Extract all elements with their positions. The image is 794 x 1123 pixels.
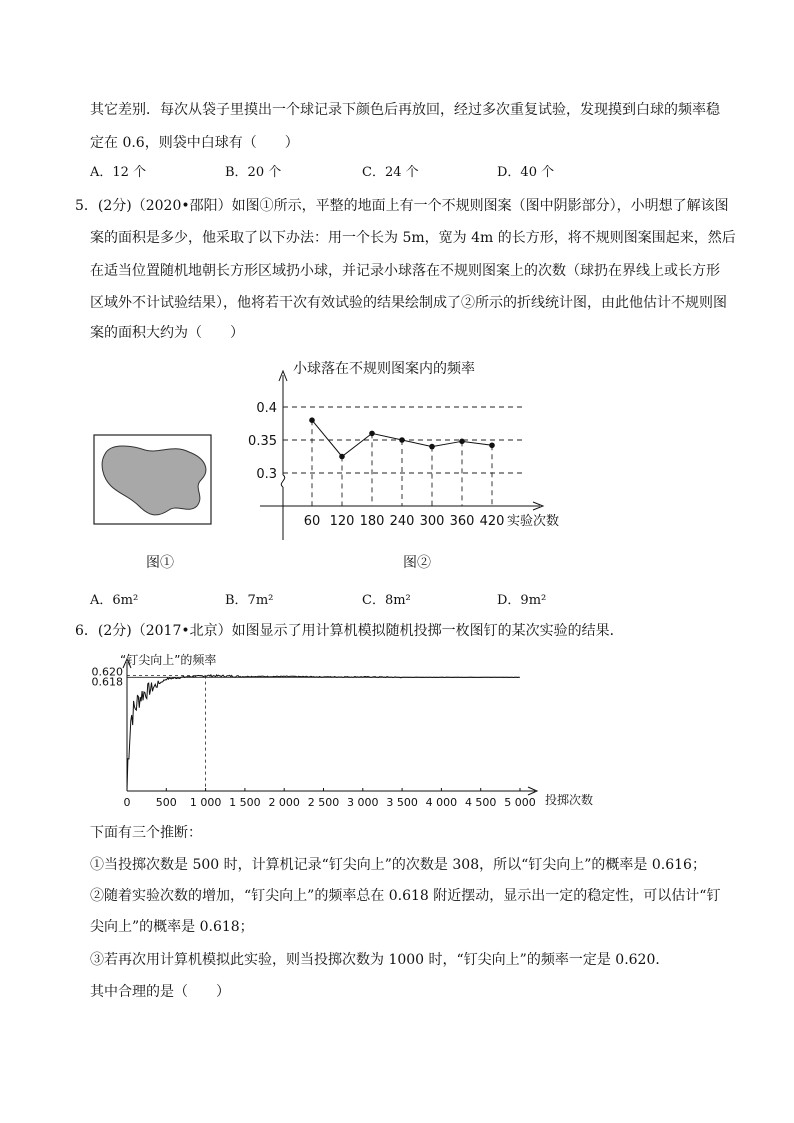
- chart2-x-tick-label: 1 500: [229, 796, 261, 809]
- chart1-data-point: [339, 454, 345, 460]
- q5-line-3: 在适当位置随机地朝长方形区域扔小球，并记录小球落在不规则图案上的次数（球扔在界线上或长方形: [90, 263, 720, 279]
- chart1-y-tick-label: 0.35: [248, 434, 277, 449]
- q5-option-b: B．7m²: [225, 593, 274, 608]
- chart1-data-point: [459, 439, 465, 445]
- chart2-title: “钉尖向上”的频率: [120, 653, 217, 667]
- chart1-data-point: [369, 431, 375, 437]
- figure-1-caption: 图①: [146, 555, 174, 571]
- chart1-y-tick-label: 0.4: [256, 401, 277, 416]
- chart1-data-point: [399, 437, 405, 443]
- chart2-x-tick-label: 2 500: [307, 796, 340, 809]
- chart2-x-tick-label: 5 000: [504, 796, 536, 809]
- chart2-x-tick-label: 1 000: [189, 796, 222, 809]
- chart1-x-label: 实验次数: [507, 514, 560, 529]
- chart2-x-tick-label: 4 500: [464, 796, 497, 809]
- chart1-x-tick-label: 60: [303, 514, 321, 529]
- q5-line-4: 区域外不计试验结果），他将若干次有效试验的结果绘制成了②所示的折线统计图，由此他估计不规则图: [90, 295, 727, 311]
- figure-2-caption: 图②: [403, 555, 431, 571]
- chart2-x-tick-label: 500: [155, 796, 177, 809]
- q5-option-a: A．6m²: [90, 593, 139, 608]
- q6-intro: 下面有三个推断：: [90, 825, 202, 841]
- q6-question: 其中合理的是（ ）: [90, 984, 230, 1000]
- chart1-axis-break: [281, 475, 284, 487]
- chart2-x-label: 投掷次数: [545, 793, 594, 807]
- chart1-x-tick-label: 300: [419, 514, 445, 529]
- q6-statement-1: ①当投掷次数是 500 时，计算机记录“钉尖向上”的次数是 308，所以“钉尖向上”的概率是 0.616；: [90, 857, 706, 873]
- chart1-data-point: [489, 442, 495, 448]
- chart1-x-tick-label: 180: [359, 514, 385, 529]
- figure-2-line-chart: [248, 355, 585, 545]
- chart2-x-tick-label: 3 000: [347, 796, 379, 809]
- q5-line-1: 5．(2分)（2020•邵阳）如图①所示，平整的地面上有一个不规则图案（图中阴影部分），小明想了解该图: [75, 198, 729, 214]
- q4-line-2: 定在 0.6，则袋中白球有（ ）: [90, 135, 299, 151]
- q6-statement-2b: 尖向上”的概率是 0.618；: [90, 919, 254, 935]
- chart1-data-point: [429, 444, 435, 450]
- q4-option-c: C．24 个: [362, 165, 419, 180]
- chart2-x-tick-label: 2 000: [268, 796, 300, 809]
- chart1-y-tick-label: 0.3: [256, 467, 277, 482]
- figure-1-irregular-shape: [93, 434, 213, 526]
- q6-statement-2a: ②随着实验次数的增加，“钉尖向上”的频率总在 0.618 附近摆动，显示出一定的稳定性，可以估计“钉: [90, 888, 721, 904]
- chart2-y-tick-label: 0.620: [91, 665, 123, 679]
- chart1-title: 小球落在不规则图案内的频率: [293, 361, 475, 377]
- chart2-y-tick-label: 0.618: [91, 675, 123, 689]
- q4-option-a: A．12 个: [90, 165, 147, 180]
- q5-option-d: D．9m²: [497, 593, 547, 608]
- q6-statement-3: ③若再次用计算机模拟此实验，则当投掷次数为 1000 时，“钉尖向上”的频率一定是 0.620．: [90, 952, 670, 968]
- q4-line-1: 其它差别．每次从袋子里摸出一个球记录下颜色后再放回，经过多次重复试验，发现摸到白球的频率稳: [90, 102, 720, 118]
- chart1-data-point: [309, 417, 315, 423]
- q6-line-1: 6．(2分)（2017•北京）如图显示了用计算机模拟随机投掷一枚图钉的某次实验的结果．: [75, 623, 624, 639]
- chart1-x-tick-label: 420: [479, 514, 505, 529]
- q5-option-c: C．8m²: [362, 593, 411, 608]
- chart2-x-tick-label: 0: [123, 796, 131, 809]
- chart2-x-tick-label: 3 500: [386, 796, 418, 809]
- q5-line-5: 案的面积大约为（ ）: [90, 325, 244, 341]
- chart1-x-tick-label: 120: [329, 514, 355, 529]
- q4-option-b: B．20 个: [225, 165, 282, 180]
- thumbtack-frequency-chart: [90, 648, 610, 813]
- chart2-x-tick-label: 4 000: [425, 796, 458, 809]
- q4-option-d: D．40 个: [497, 165, 555, 180]
- chart2-series-line: [127, 675, 519, 791]
- q5-line-2: 案的面积是多少，他采取了以下办法：用一个长为 5m，宽为 4m 的长方形，将不规则图案围起来，然后: [90, 230, 736, 246]
- chart1-x-tick-label: 240: [389, 514, 415, 529]
- chart1-x-tick-label: 360: [449, 514, 475, 529]
